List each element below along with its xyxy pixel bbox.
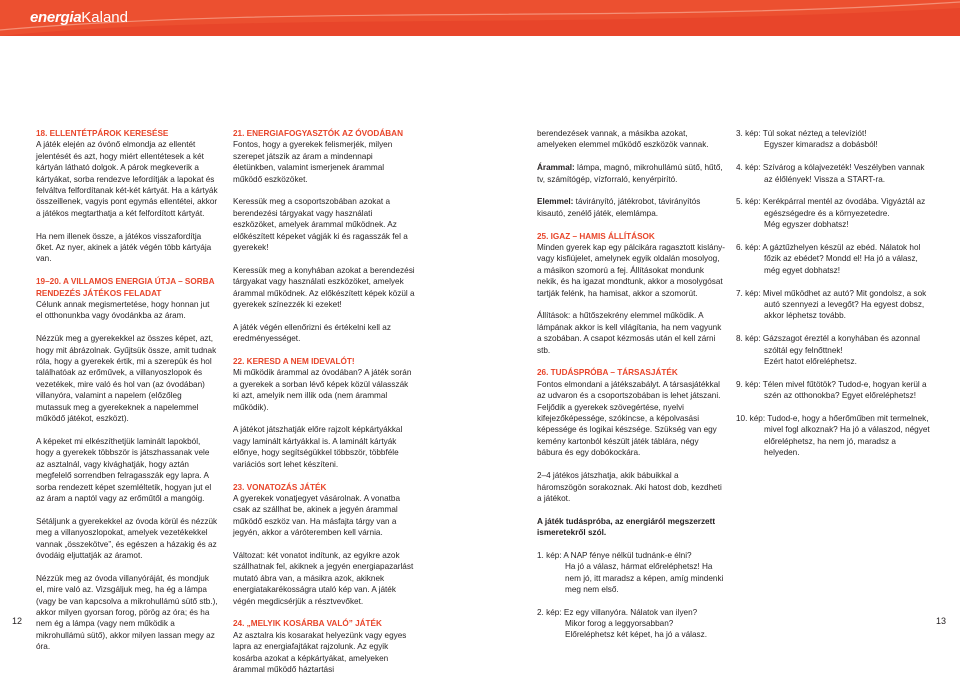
question-5-answer-1: egészségedre és a környezetedre. — [764, 208, 890, 218]
rule-title: A játék tudáspróba, az energiáról megszerzett ismeretekről szól. — [537, 516, 716, 538]
question-7-answer-1: autó szennyezi a levegőt? Ha egyest dobsz, — [764, 300, 925, 310]
paragraph-24b: berendezések vannak, a másikba azokat, amelyeken elemmel működő eszközök vannak. — [537, 129, 709, 150]
paragraph-26a: Fontos elmondani a játékszabályt. A társasjátékkal az udvaron és a csoportszobában is lehet játszani. Feljődik a gyerekek szövegértése, nyelvi kifejezőképessége, szókincse, a képolvasási képessége és logikai készsége. Szükség van egy kemény kartonból készült játék táblára, négy bábura és egy dobókockára. — [537, 379, 721, 458]
column-3 — [537, 128, 725, 641]
question-5-answer-2: Még egyszer dobhatsz! — [764, 220, 849, 230]
question-6-line: 6. kép: A gáztűzhelyen készül az ebéd. Nálatok hol — [736, 243, 921, 253]
paragraph-elem — [537, 196, 725, 219]
aram-label: Árammal: — [537, 163, 575, 173]
question-7-line: 7. kép: Mivel működhet az autó? Mit gondolsz, a sok — [736, 288, 927, 298]
question-5 — [736, 196, 932, 230]
aram-text: lámpa, magnó, mikrohullámú sütő, hűtő, tv, számítógép, vízforraló, kenyérpirító. — [537, 163, 723, 184]
paragraph-19b: Nézzük meg a gyerekekkel az összes képet, azt, hogy mit ábrázolnak. Gyűjtsük össze, amit tudnak róla, hogy a gyerekek értik, mi a szerepük és hol találhatóak az erőművek, a villanyoszlopok és vezetékek, mire való és hol van (az óvodában) villanyóra, valamint a napelem (előzőleg mutassuk meg a gyerekeknek a napelemmel működő játékot, eszközt). — [36, 334, 217, 424]
column-2 — [233, 128, 415, 687]
question-6 — [736, 242, 932, 276]
question-1-answer: Ha jó a válasz, hármat előreléphetsz! Ha nem jó, itt maradsz a képen, amíg mindenki meg nem első. — [565, 562, 724, 595]
question-10-line: 10. kép: Tudod-e, hogy a hőerőműben mit termelnek, — [736, 414, 929, 424]
elem-label: Elemmel: — [537, 197, 574, 207]
paragraph-25a: Minden gyerek kap egy pálcikára ragasztott kislány-vagy kisfiújelet, amelynek egyik oldalán mosolyog, a másikon szomorú a fej. Állításokat mondunk nekik, és ha igazat mondtunk, akkor a mosolygósat tartják felénk, ha hamisat, akkor a szomorút. — [537, 243, 725, 298]
paragraph-19a: Célunk annak megismertetése, hogy honnan jut el otthonunkba vagy óvodánkba az áram. — [36, 300, 210, 321]
paragraph-22b: A játékot játszhatják előre rajzolt képkártyákkal vagy laminált kártyákkal is. A laminált kártyák előnye, hogy segítségükkel többször, többféle variációs sort lehet készíteni. — [233, 425, 403, 469]
question-4-line: 4. kép: Szívárog a kólajvezeték! Veszélyben vannak — [736, 163, 925, 173]
question-9-answer: szén az otthonokba? Egyet előreléphetsz! — [764, 391, 917, 401]
question-3-line: 3. kép: Túl sokat néztед a televíziót! — [736, 129, 867, 138]
question-8-answer-1: szóltál egy felnőttnek! — [764, 345, 843, 355]
question-9 — [736, 379, 932, 402]
paragraph-21a: Fontos, hogy a gyerekek felismerjék, milyen szerepet játszik az áram a mindennapi életünkben, valamint ismerjenek árammal működő eszközöket. — [233, 140, 393, 184]
question-7 — [736, 288, 932, 322]
paragraph-aram — [537, 162, 725, 185]
question-6-answer-1: főzik az ebédet? Mondd el! Ha jó a válasz, — [764, 254, 918, 264]
paragraph-18: A játék elején az óvónő elmondja az ellentét jelentését és azt, hogy miért ellentétesek a két kártyán látható dolgok. A párok megkeverik a kártyákat, sorba rendezve lefordítják a lapokat és felváltva felfordítanak két-két kártyát. Ha a kártyák összeillenek, vagyis pont egymás ellentétei, akkor a játékos megtarthatja a két felfordított kártyát. — [36, 140, 218, 218]
elem-text: távirányító, játékrobot, távirányítós kisautó, zenélő játék, elemlámpa. — [537, 197, 701, 218]
section-heading-18: 18. ELLENTÉTPÁROK KERESÉSE — [36, 129, 169, 138]
banner-background — [0, 0, 960, 36]
logo-text-kaland: Kaland — [81, 9, 128, 26]
paragraph-26b: 2–4 játékos játszhatja, akik bábuikkal a háromszögön sorakoznak. Aki hatost dob, kezdheti a játékot. — [537, 471, 722, 503]
page-number-right: 13 — [935, 616, 946, 626]
question-10-answer-2: előreléphetsz, ha nem jó, maradsz a helyeden. — [764, 436, 896, 458]
question-4 — [736, 162, 932, 185]
question-10 — [736, 413, 932, 459]
question-2-answer: Mikor forog a leggyorsabban? Előreléphetsz két képet, ha jó a válasz. — [565, 618, 707, 640]
paragraph-19d: Sétáljunk a gyerekekkel az óvoda körül és nézzük meg a villanyoszlopokat, amelyek vezetékekkel vannak „összekötve”, és egészen a házakig és az óvodáig eljuttatják az áramot. — [36, 516, 218, 560]
header-banner — [0, 0, 960, 36]
paragraph-21b: Keressük meg a csoportszobában azokat a berendezési tárgyakat vagy használati eszközöket, amelyek árammal működnek. Az előkészített képeket vágják ki és ragasszák fel a gyerekek! — [233, 197, 408, 253]
question-10-answer-1: mivel fogl alkoznak? Ha jó a válaszod, négyet — [764, 425, 930, 435]
section-heading-21: 21. ENERGIAFOGYASZTÓK AZ ÓVODÁBAN — [233, 129, 403, 138]
question-2-line: 2. kép: Ez egy villanyóra. Nálatok van ilyen? — [537, 607, 698, 617]
paragraph-23a: A gyerekek vonatjegyet vásárolnak. A vonatba csak az szállhat be, akinek a jegyén árammal működő eszköz van. Ha másfajta tárgy van a jegyén, akkor a váróteremben kell várnia. — [233, 493, 401, 538]
section-heading-25: 25. IGAZ – HAMIS ÁLLÍTÁSOK — [537, 231, 655, 241]
section-heading-19-20: 19–20. A VILLAMOS ENERGIA ÚTJA – SORBA RENDEZÉS JÁTÉKOS FELADAT — [36, 277, 215, 298]
paragraph-19e: Nézzük meg az óvoda villanyóráját, és mondjuk el, mire való az. Vizsgáljuk meg, ha ég a lámpa (vagy be van kapcsolva a mikrohullámú sütő stb.), akkor milyen gyorsan forog, pörög az óra; és ha nem ég a lámpa (vagy nem működik a mikrohullámú sütő), akkor milyen lassan megy az óra. — [36, 573, 218, 652]
paragraph-18b: Ha nem illenek össze, a játékos visszafordítja őket. Az nyer, akinek a játék végén több kártyája van. — [36, 231, 212, 264]
section-heading-23: 23. VONATOZÁS JÁTÉK — [233, 482, 327, 492]
question-9-line: 9. kép: Télen mivel fűtötök? Tudod-e, hogyan kerül a — [736, 379, 927, 389]
question-8-line: 8. kép: Gázszagot éreztél a konyhában és azonnal — [736, 334, 920, 344]
question-8-answer-2: Ezért hatot előreléphetsz. — [764, 357, 857, 367]
question-5-line: 5. kép: Kerékpárral mentél az óvodába. Vigyáztál az — [736, 197, 926, 207]
energiakaland-logo — [30, 9, 128, 27]
question-8 — [736, 333, 932, 367]
paragraph-22a: Mi működik árammal az óvodában? A játék során a gyerekek a sorban lévő képek közül válasszák ki azt, amelyik nem illik oda (nem árammal működik). — [233, 368, 412, 412]
paragraph-21c: Keressük meg a konyhában azokat a berendezési tárgyakat vagy használati eszközöket, amelyek árammal működnek. Az előkészített képek közül a gyerekek színezzék ki ezeket! — [233, 265, 415, 310]
question-1 — [537, 550, 725, 596]
paragraph-24a: Az asztalra kis kosarakat helyezünk vagy egyes lapra az energiafajtákat rajzolunk. Az egyik kosárba azokat a képkártyákat, amelyeken árammal működő háztartási — [233, 630, 407, 674]
column-4 — [736, 128, 932, 470]
logo-text-energia: energia — [30, 9, 82, 26]
page-number-left: 12 — [12, 616, 23, 626]
column-1 — [36, 128, 218, 664]
paragraph-21d: A játék végén ellenőrizni és értékelni kell az eredményességet. — [233, 322, 391, 344]
question-1-line: 1. kép: A NAP fénye nélkül tudnánk-e élni? — [537, 550, 692, 560]
question-2 — [537, 607, 725, 641]
question-3 — [736, 128, 932, 151]
question-4-answer: az élőlények! Vissza a START-ra. — [764, 174, 886, 184]
section-heading-24: 24. „MELYIK KOSÁRBA VALÓ” JÁTÉK — [233, 619, 382, 629]
paragraph-19c: A képeket mi elkészíthetjük laminált lapokból, hogy a gyerekek többször is játszhassanak vele az asztalnál, vagy kivághatják, hogy aztán megfelelő sorrendben felragasszák egy lapra. A sorba rendezett képet szemléltetik, hogyan jut el az áram a naptól vagy az erőműtől a mangóig. — [36, 436, 212, 503]
question-3-answer: Egyszer kimaradsz a dobásból! — [764, 140, 878, 150]
paragraph-23b: Változat: két vonatot indítunk, az egyikre azok szállhatnak fel, akiknek a jegyén energiapazarlást mutató ábra van, a másikra azok, akiknek energiatakarékosságra utaló kép van. A játék végén megdicsérjük a résztvevőket. — [233, 550, 414, 606]
section-heading-26: 26. TUDÁSPRÓBA – TÁRSASJÁTÉK — [537, 368, 678, 378]
question-7-answer-2: akkor léphetsz tovább. — [764, 311, 846, 321]
question-6-answer-2: még egyet dobhatsz! — [764, 265, 841, 275]
paragraph-25b: Állítások: a hűtőszekrény elemmel működik. A lámpának akkor is kell világítania, ha nem vagyunk a szobában. A csapot kézmosás után el kell zárni stb. — [537, 311, 722, 355]
section-heading-22: 22. KERESD A NEM IDEVALÓT! — [233, 357, 355, 367]
